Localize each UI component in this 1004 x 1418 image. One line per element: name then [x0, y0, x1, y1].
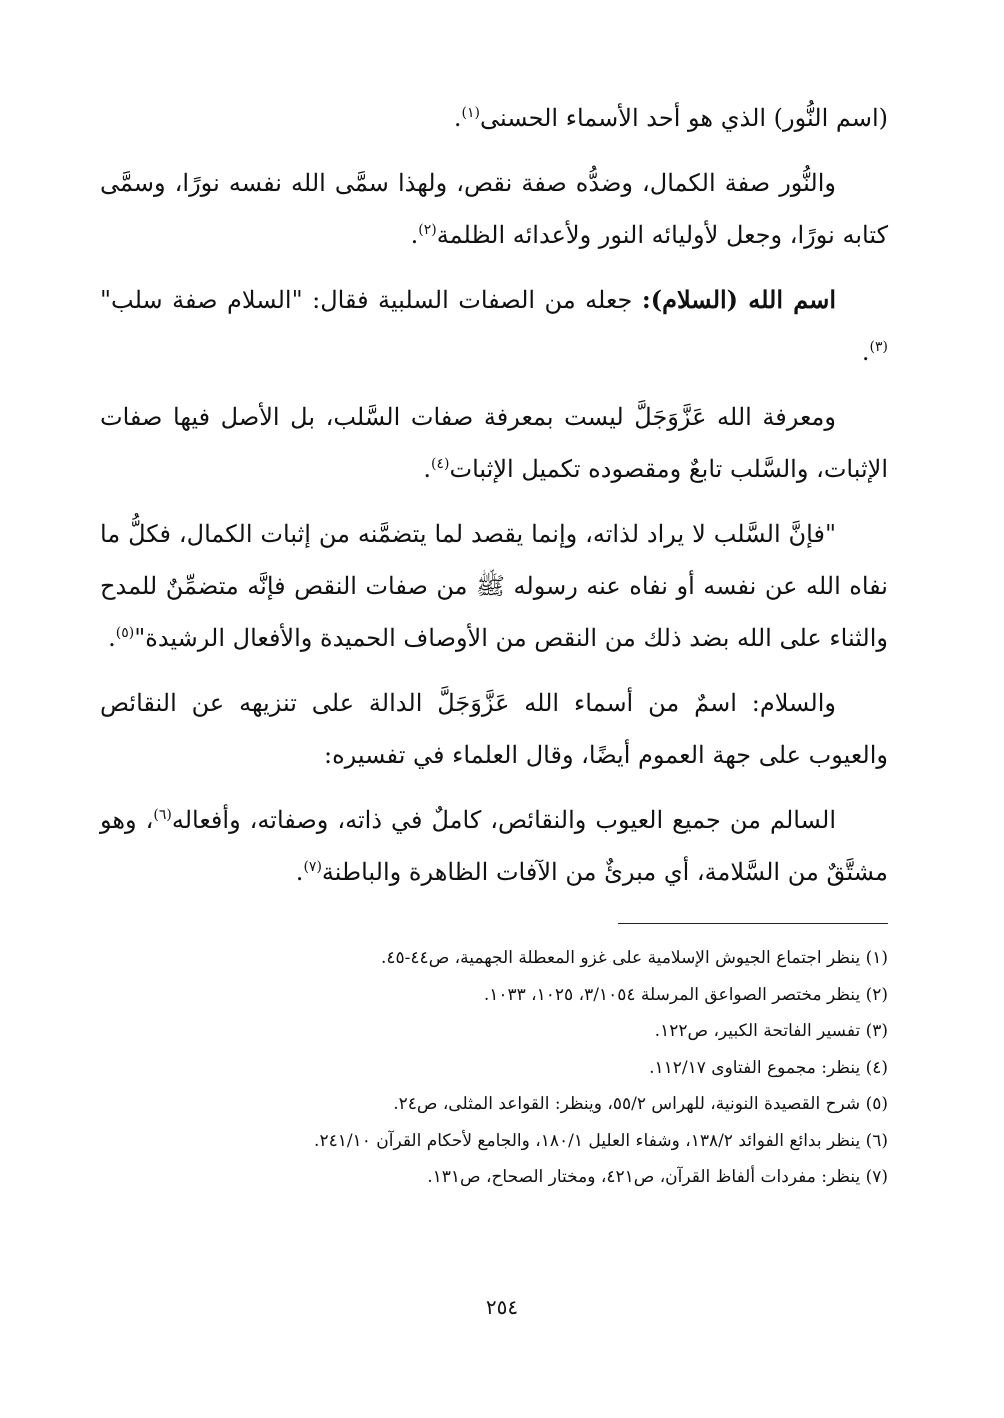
paragraph-text: والنُّور صفة الكمال، وضدُّه صفة نقص، ولهذا سمَّى الله نفسه نورًا، وسمَّى كتابه نورًا، وجعل لأوليائه النور ولأعدائه الظلمة — [100, 169, 888, 249]
paragraph-text: . — [108, 624, 116, 652]
paragraph-7 — [100, 794, 888, 898]
paragraph-2 — [100, 157, 888, 261]
footnote-6: (٦) ينظر بدائع الفوائد ١٣٨/٢، وشفاء العليل ١٨٠/١، والجامع لأحكام القرآن ٢٤١/١٠. — [314, 1130, 888, 1151]
footnote-ref: (٧) — [303, 859, 322, 875]
footnote-ref: (٢) — [418, 222, 437, 238]
paragraph-text: . — [861, 338, 870, 366]
footnote-4: (٤) ينظر: مجموع الفتاوى ١١٢/١٧. — [649, 1057, 888, 1078]
paragraph-text: . — [295, 858, 304, 886]
paragraph-text: (اسم النُّور) الذي هو أحد الأسماء الحسنى — [479, 104, 888, 132]
footnote-3: (٣) تفسير الفاتحة الكبير، ص١٢٢. — [654, 1021, 888, 1041]
footnote-ref: (٤) — [431, 456, 450, 472]
paragraph-5 — [100, 508, 888, 664]
paragraph-text: ومعرفة الله عَزَّوَجَلَّ ليست بمعرفة صفات السَّلب، بل الأصل فيها صفات الإثبات، والسَّلب تابعٌ ومقصوده تكميل الإثبات — [100, 403, 888, 483]
footnote-ref: (٣) — [869, 339, 888, 355]
paragraph-3 — [100, 274, 888, 378]
footnote-ref: (٦) — [153, 807, 172, 823]
bold-heading-text: اسم الله (السلام): — [641, 285, 837, 314]
footnotes — [100, 940, 888, 1196]
footnote-ref: (٥) — [115, 625, 135, 641]
footnote-1: (١) ينظر اجتماع الجيوش الإسلامية على غزو المعطلة الجهمية، ص٤٤-٤٥. — [381, 948, 888, 968]
paragraph-4 — [100, 391, 888, 495]
main-text — [100, 92, 888, 898]
page-number: ٢٥٤ — [485, 1295, 519, 1319]
footnote-separator — [618, 923, 888, 924]
paragraph-text: . — [410, 221, 419, 249]
footnote-2: (٢) ينظر مختصر الصواعق المرسلة ٣/١٠٥٤، ١٠٢٥، ١٠٣٣. — [483, 984, 888, 1005]
paragraph-text: والسلام: اسمٌ من أسماء الله عَزَّوَجَلَّ الدالة على تنزيهه عن النقائص والعيوب على جهة العموم أيضًا، وقال العلماء في تفسيره: — [100, 689, 888, 769]
footnote-ref: (١) — [461, 105, 480, 121]
footnote-5: (٥) شرح القصيدة النونية، للهراس ٥٥/٢، وينظر: القواعد المثلى، ص٢٤. — [393, 1094, 888, 1114]
paragraph-1 — [100, 92, 888, 144]
paragraph-text: . — [453, 104, 462, 132]
paragraph-text: جعله من الصفات السلبية فقال: "السلام صفة سلب" — [100, 286, 642, 314]
paragraph-text: السالم من جميع العيوب والنقائص، كاملٌ في ذاته، وصفاته، وأفعاله — [171, 806, 836, 834]
footnote-7: (٧) ينظر: مفردات ألفاظ القرآن، ص٤٢١، ومختار الصحاح، ص١٣١. — [427, 1167, 888, 1187]
paragraph-6 — [100, 677, 888, 781]
paragraph-text: . — [423, 455, 432, 483]
paragraph-text: "فإنَّ السَّلب لا يراد لذاته، وإنما يقصد لما يتضمَّنه من إثبات الكمال، فكلُّ ما نفاه الله عن نفسه أو نفاه عنه رسوله ﷺ من صفات النقص فإنَّه متضمِّنٌ للمدح والثناء على الله بضد ذلك من النقص من الأوصاف الحميدة والأفعال الرشيدة" — [100, 520, 888, 652]
paragraph-text: ، وهو مشتَّقٌ من السَّلامة، أي مبرئٌ من الآفات الظاهرة والباطنة — [100, 806, 888, 886]
